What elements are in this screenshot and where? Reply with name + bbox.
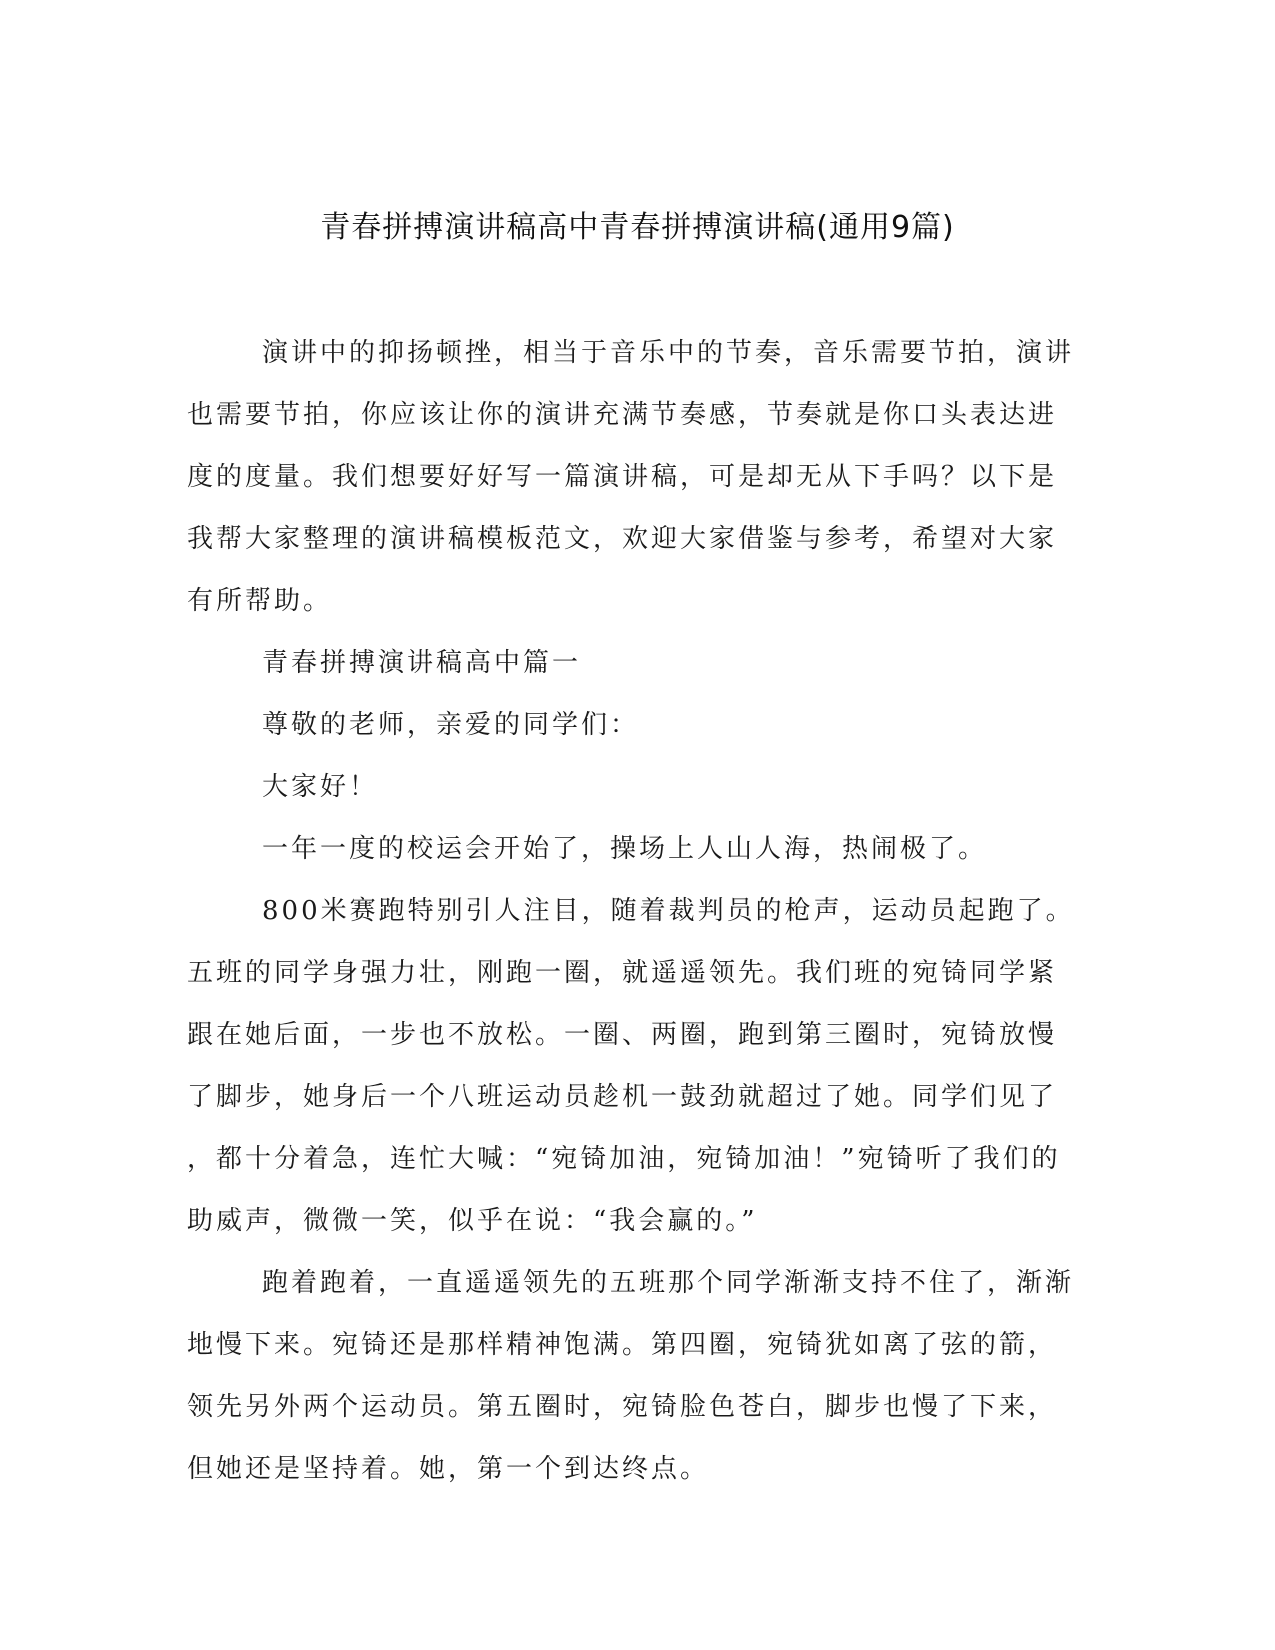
text-line: 度的度量。我们想要好好写一篇演讲稿，可是却无从下手吗？以下是 <box>187 462 1058 492</box>
text-line: 800米赛跑特别引人注目，随着裁判员的枪声，运动员起跑了。 <box>262 896 1075 926</box>
text-line: 一年一度的校运会开始了，操场上人山人海，热闹极了。 <box>262 834 988 864</box>
text-line: 跑着跑着，一直遥遥领先的五班那个同学渐渐支持不住了，渐渐 <box>262 1268 1075 1298</box>
text-line: 助威声，微微一笑，似乎在说：“我会赢的。” <box>187 1206 758 1236</box>
document-body <box>187 322 1087 1500</box>
text-line: 但她还是坚持着。她，第一个到达终点。 <box>187 1454 710 1484</box>
text-line: 有所帮助。 <box>187 586 333 616</box>
text-line: 地慢下来。宛锜还是那样精神饱满。第四圈，宛锜犹如离了弦的箭， <box>187 1330 1058 1360</box>
text-line: 也需要节拍，你应该让你的演讲充满节奏感，节奏就是你口头表达进 <box>187 400 1058 430</box>
text-line: ，都十分着急，连忙大喊：“宛锜加油，宛锜加油！”宛锜听了我们的 <box>187 1144 1061 1174</box>
text-line: 跟在她后面，一步也不放松。一圈、两圈，跑到第三圈时，宛锜放慢 <box>187 1020 1058 1050</box>
text-line: 尊敬的老师，亲爱的同学们： <box>262 710 640 740</box>
text-line: 我帮大家整理的演讲稿模板范文，欢迎大家借鉴与参考，希望对大家 <box>187 524 1058 554</box>
text-line: 演讲中的抑扬顿挫，相当于音乐中的节奏，音乐需要节拍，演讲 <box>262 338 1075 368</box>
document-title: 青春拼搏演讲稿高中青春拼搏演讲稿(通用9篇) <box>320 210 955 245</box>
text-line: 了脚步，她身后一个八班运动员趁机一鼓劲就超过了她。同学们见了 <box>187 1082 1058 1112</box>
text-line: 大家好！ <box>262 772 379 802</box>
text-line: 五班的同学身强力壮，刚跑一圈，就遥遥领先。我们班的宛锜同学紧 <box>187 958 1058 988</box>
text-line: 青春拼搏演讲稿高中篇一 <box>262 648 582 678</box>
text-line: 领先另外两个运动员。第五圈时，宛锜脸色苍白，脚步也慢了下来， <box>187 1392 1058 1422</box>
